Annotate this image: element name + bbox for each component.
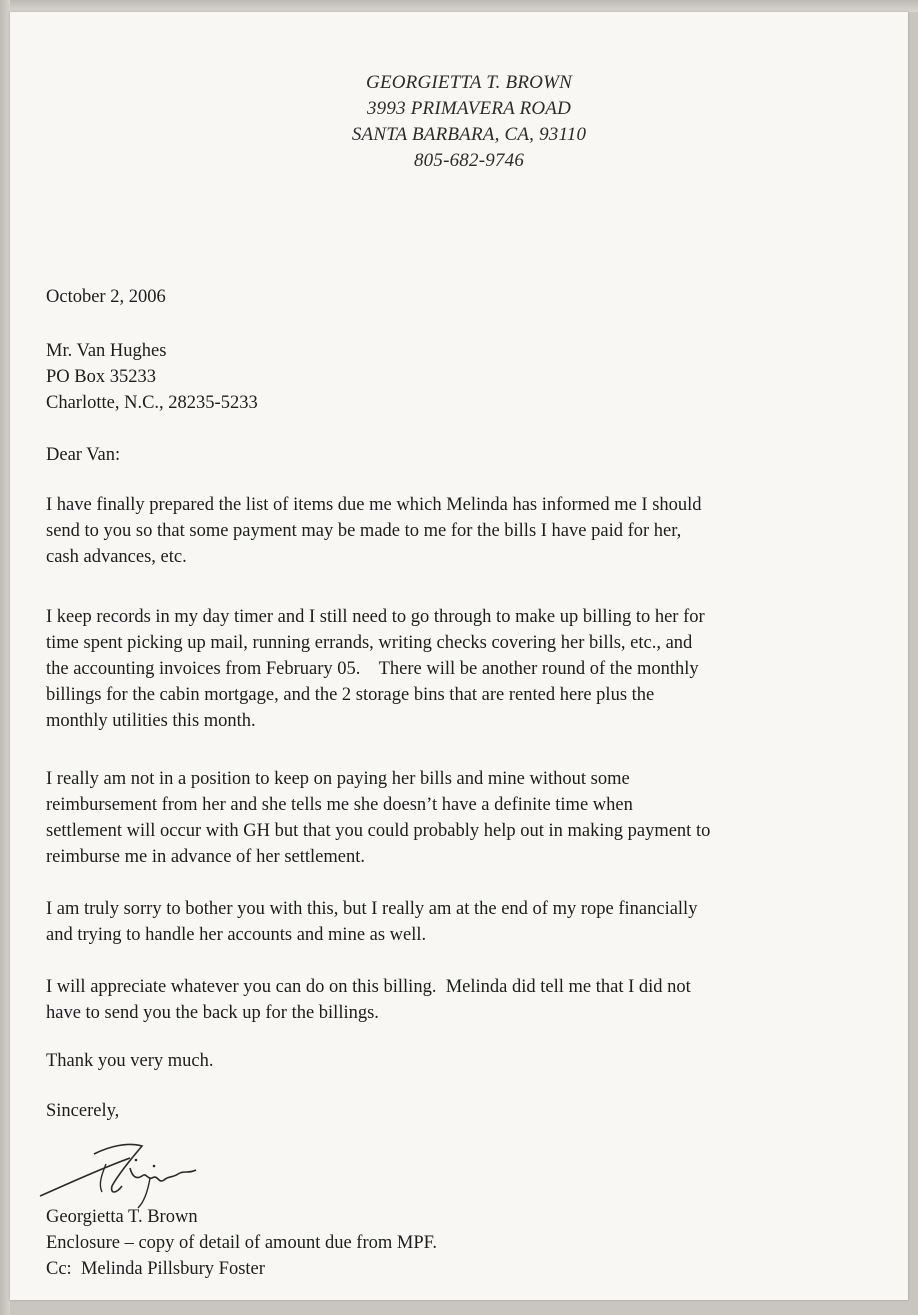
cc-line: Cc: Melinda Pillsbury Foster bbox=[46, 1259, 265, 1279]
scan-edge-top bbox=[0, 0, 918, 12]
paragraph-line: I am truly sorry to bother you with this, but I really am at the end of my rope financially bbox=[46, 899, 698, 919]
paragraph-line: I keep records in my day timer and I still need to go through to make up billing to her for bbox=[46, 607, 705, 627]
paragraph-line: reimburse me in advance of her settlement. bbox=[46, 847, 365, 867]
sender-name: GEORGIETTA T. BROWN bbox=[366, 72, 572, 93]
paragraph-line: reimbursement from her and she tells me she doesn’t have a definite time when bbox=[46, 795, 633, 815]
paragraph-5 bbox=[46, 974, 866, 1026]
recipient-name: Mr. Van Hughes bbox=[46, 341, 167, 361]
signature-name: Georgietta T. Brown bbox=[46, 1207, 198, 1227]
salutation: Dear Van: bbox=[46, 445, 121, 465]
paragraph-line: I really am not in a position to keep on paying her bills and mine without some bbox=[46, 769, 630, 789]
paragraph-4 bbox=[46, 896, 866, 948]
paragraph-line: monthly utilities this month. bbox=[46, 711, 256, 731]
paragraph-line: I have finally prepared the list of items due me which Melinda has informed me I should bbox=[46, 495, 702, 515]
recipient-box: PO Box 35233 bbox=[46, 367, 156, 387]
paragraph-line: and trying to handle her accounts and mine as well. bbox=[46, 925, 427, 945]
letter-date: October 2, 2006 bbox=[46, 287, 166, 307]
enclosure-note: Enclosure – copy of detail of amount due from MPF. bbox=[46, 1233, 438, 1253]
paragraph-line: billings for the cabin mortgage, and the 2 storage bins that are rented here plus the bbox=[46, 685, 655, 705]
signature-block bbox=[46, 1204, 866, 1282]
sender-city: SANTA BARBARA, CA, 93110 bbox=[351, 124, 587, 145]
paragraph-1 bbox=[46, 492, 866, 570]
sender-street: 3993 PRIMAVERA ROAD bbox=[366, 98, 572, 119]
paragraph-2 bbox=[46, 604, 876, 734]
recipient-city: Charlotte, N.C., 28235-5233 bbox=[46, 393, 258, 413]
recipient-address bbox=[46, 338, 866, 416]
handwritten-signature bbox=[32, 1124, 222, 1214]
thanks-line: Thank you very much. bbox=[46, 1051, 214, 1071]
letter-page bbox=[10, 12, 908, 1300]
sender-phone: 805-682-9746 bbox=[413, 150, 525, 171]
closing: Sincerely, bbox=[46, 1101, 120, 1121]
paragraph-line: cash advances, etc. bbox=[46, 547, 187, 567]
paragraph-line: send to you so that some payment may be made to me for the bills I have paid for her, bbox=[46, 521, 682, 541]
paragraph-line: time spent picking up mail, running errands, writing checks covering her bills, etc., and bbox=[46, 633, 693, 653]
paragraph-line: settlement will occur with GH but that you could probably help out in making payment to bbox=[46, 821, 711, 841]
paragraph-3 bbox=[46, 766, 886, 870]
letterhead bbox=[10, 70, 908, 174]
scan-edge-left bbox=[0, 0, 10, 1315]
paragraph-line: I will appreciate whatever you can do on this billing. Melinda did tell me that I did not bbox=[46, 977, 691, 997]
paragraph-line: have to send you the back up for the billings. bbox=[46, 1003, 379, 1023]
paragraph-line: the accounting invoices from February 05. There will be another round of the monthly bbox=[46, 659, 699, 679]
